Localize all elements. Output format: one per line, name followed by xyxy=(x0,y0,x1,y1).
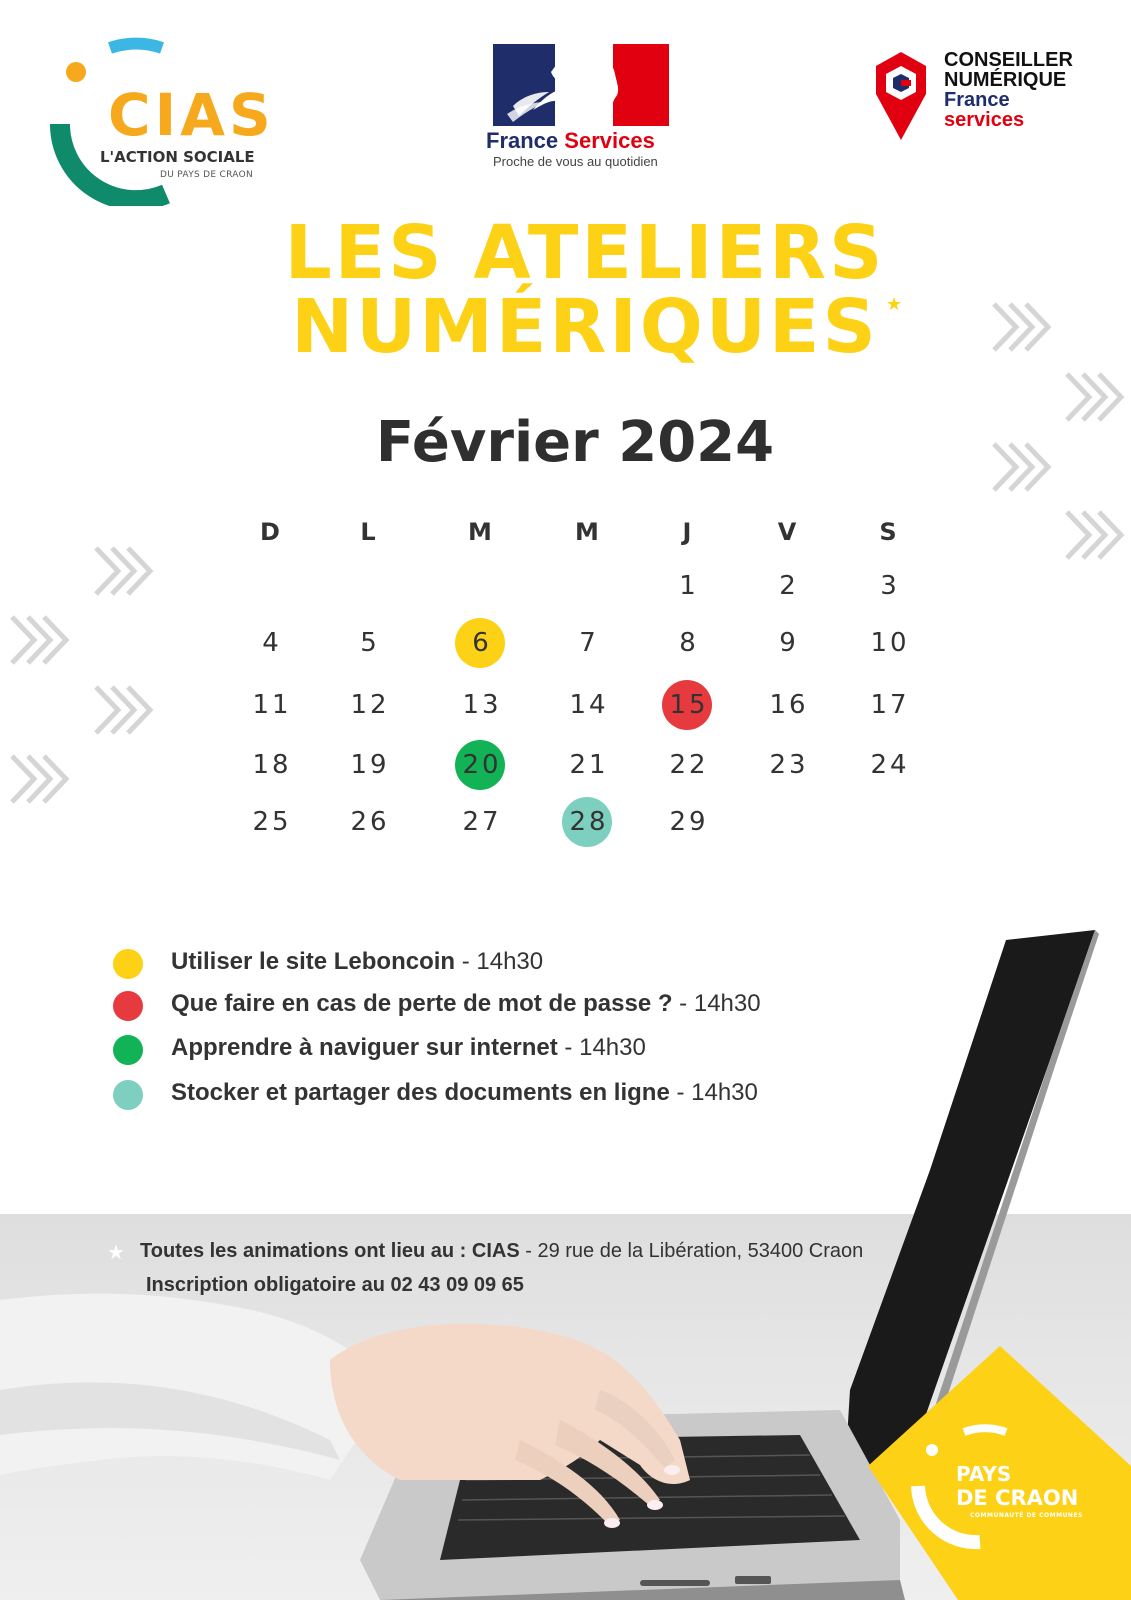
calendar-day: 19 xyxy=(350,750,390,780)
calendar-day: 26 xyxy=(350,807,390,837)
cn-line3: France xyxy=(944,89,1010,111)
calendar-day: 7 xyxy=(579,628,599,658)
calendar-day: 28 xyxy=(569,807,609,837)
venue-address: - 29 rue de la Libération, 53400 Craon xyxy=(519,1240,864,1262)
france-services-tagline: Proche de vous au quotidien xyxy=(493,154,658,169)
weekday-header: D xyxy=(260,518,280,546)
calendar-day: 5 xyxy=(360,628,380,658)
france-services-logo xyxy=(486,42,676,172)
cn-line2: NUMÉRIQUE xyxy=(944,69,1067,91)
chevron-right-icon xyxy=(8,613,72,667)
calendar-day: 2 xyxy=(779,571,799,601)
legend-item-title: Apprendre à naviguer sur internet xyxy=(171,1034,558,1061)
calendar-day: 27 xyxy=(462,807,502,837)
calendar-day: 25 xyxy=(252,807,292,837)
conseiller-text xyxy=(944,50,1073,130)
chevron-right-icon xyxy=(990,300,1054,354)
legend-item-title: Stocker et partager des documents en ligne xyxy=(171,1079,670,1106)
calendar-day: 21 xyxy=(569,750,609,780)
calendar-day: 22 xyxy=(669,750,709,780)
weekday-header: L xyxy=(360,518,376,546)
legend-item-title: Utiliser le site Leboncoin xyxy=(171,948,456,975)
calendar-day: 12 xyxy=(350,690,390,720)
fs-name-part2: Services xyxy=(564,128,655,153)
calendar-day: 4 xyxy=(262,628,282,658)
calendar-day: 29 xyxy=(669,807,709,837)
chevron-right-icon xyxy=(8,752,72,806)
info-star-icon: ★ xyxy=(107,1240,125,1264)
france-services-name xyxy=(486,128,676,154)
title-star-icon: ★ xyxy=(886,294,903,315)
calendar-day: 16 xyxy=(769,690,809,720)
calendar-day: 1 xyxy=(679,571,699,601)
cias-tagline: L'ACTION SOCIALE xyxy=(100,148,255,166)
calendar-day: 15 xyxy=(669,690,709,720)
legend-item-time: - 14h30 xyxy=(672,990,761,1017)
craon-line3: COMMUNAUTÉ DE COMMUNES xyxy=(970,1512,1083,1519)
weekday-header: S xyxy=(879,518,897,546)
conseiller-numerique-logo xyxy=(872,48,1102,148)
cias-subtitle: DU PAYS DE CRAON xyxy=(160,170,254,180)
legend-item-time: - 14h30 xyxy=(557,1034,646,1061)
chevron-right-icon xyxy=(1063,370,1127,424)
legend-item-time: - 14h30 xyxy=(455,948,544,975)
craon-line2: DE CRAON xyxy=(956,1486,1079,1510)
calendar-day: 14 xyxy=(569,690,609,720)
weekday-header: J xyxy=(682,518,692,546)
calendar-day: 11 xyxy=(252,690,292,720)
chevron-right-icon xyxy=(92,544,156,598)
calendar-day: 10 xyxy=(870,628,910,658)
cn-line1: CONSEILLER xyxy=(944,49,1073,71)
calendar-day: 24 xyxy=(870,750,910,780)
calendar-month: Février 2024 xyxy=(375,410,775,475)
calendar-day: 18 xyxy=(252,750,292,780)
page-title-line2: NUMÉRIQUES xyxy=(291,284,879,370)
weekday-header: M xyxy=(575,518,599,546)
weekday-header: V xyxy=(777,518,797,546)
legend-item-time: - 14h30 xyxy=(669,1079,758,1106)
registration-phone: Inscription obligatoire au 02 43 09 09 65 xyxy=(146,1274,524,1296)
fs-name-part1: France xyxy=(486,128,559,153)
venue-label: Toutes les animations ont lieu au : CIAS xyxy=(140,1240,520,1262)
marianne-flag-icon xyxy=(493,44,669,126)
calendar-day: 6 xyxy=(472,628,492,658)
calendar-day: 8 xyxy=(679,628,699,658)
chevron-right-icon xyxy=(990,440,1054,494)
legend-item-title: Que faire en cas de perte de mot de passe ? xyxy=(171,990,673,1017)
registration-line xyxy=(146,1274,524,1297)
venue-line xyxy=(140,1240,863,1263)
craon-line1: PAYS xyxy=(956,1462,1012,1486)
page-title-line1: LES ATELIERS xyxy=(284,210,886,296)
calendar-day: 3 xyxy=(880,571,900,601)
chevron-right-icon xyxy=(92,683,156,737)
calendar-day: 23 xyxy=(769,750,809,780)
cias-logo xyxy=(38,36,278,206)
chevron-right-icon xyxy=(1063,508,1127,562)
cn-line4: services xyxy=(944,109,1025,131)
calendar-day: 17 xyxy=(870,690,910,720)
calendar-day: 13 xyxy=(462,690,502,720)
weekday-header: M xyxy=(468,518,492,546)
calendar-day: 9 xyxy=(779,628,799,658)
cias-word: CIAS xyxy=(108,81,275,149)
calendar-day: 20 xyxy=(462,750,502,780)
location-pin-icon xyxy=(872,50,930,142)
pays-de-craon-logo xyxy=(868,1346,1131,1600)
